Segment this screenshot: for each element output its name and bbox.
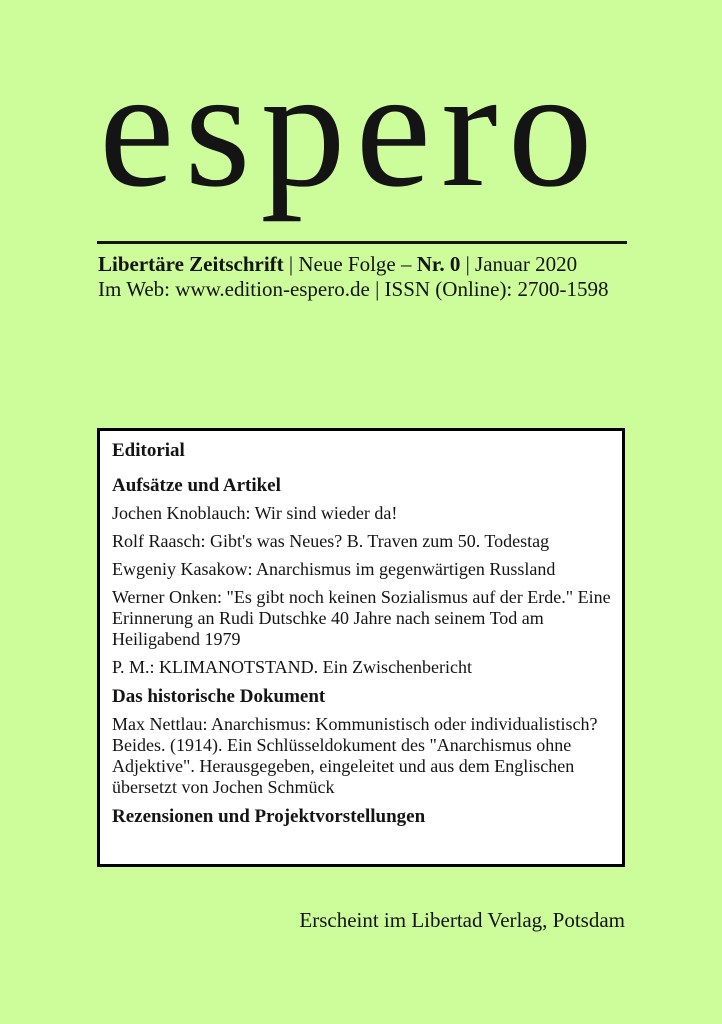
separator: | [283,252,299,276]
toc-entry-nettlau: Max Nettlau: Anarchismus: Kommunistisch oder individualistisch? Beides. (1914). Ein Schlüsseldokument des "Anarchismus ohne Adjektive". Herausgegeben, eingeleitet und aus dem Englischen übersetzt von Jochen Schmück [112,714,598,797]
subtitle-line-2: Im Web: www.edition-espero.de | ISSN (Online): 2700-1598 [98,277,609,301]
separator: | [460,252,476,276]
issue-number: Nr. 0 [416,252,461,276]
toc-section-historical-document: Das historische Dokument [112,686,326,707]
toc-section-editorial: Editorial [112,440,185,461]
issue-date: Januar 2020 [475,252,578,276]
journal-type-label: Libertäre Zeitschrift [98,252,284,276]
toc-entry-onken: Werner Onken: "Es gibt noch keinen Sozialismus auf der Erde." Eine Erinnerung an Rudi Dutschke 40 Jahre nach seinem Tod am Heiligabend 1979 [112,587,611,649]
toc-entry-pm: P. M.: KLIMANOTSTAND. Ein Zwischenbericht [112,657,473,677]
masthead-subtitle [98,252,628,302]
series-label: Neue Folge – [298,252,417,276]
toc-entry-knoblauch: Jochen Knoblauch: Wir sind wieder da! [112,503,398,523]
publisher-imprint: Erscheint im Libertad Verlag, Potsdam [299,908,625,932]
magazine-title: espero [99,34,603,222]
toc-entry-raasch: Rolf Raasch: Gibt's was Neues? B. Traven zum 50. Todestag [112,531,550,551]
toc-section-reviews: Rezensionen und Projektvorstellungen [112,806,426,827]
toc-entry-kasakow: Ewgeniy Kasakow: Anarchismus im gegenwärtigen Russland [112,559,556,579]
masthead-divider [97,241,627,244]
table-of-contents-box [97,428,625,867]
subtitle-line-1 [98,252,628,277]
toc-section-articles: Aufsätze und Artikel [112,475,281,496]
